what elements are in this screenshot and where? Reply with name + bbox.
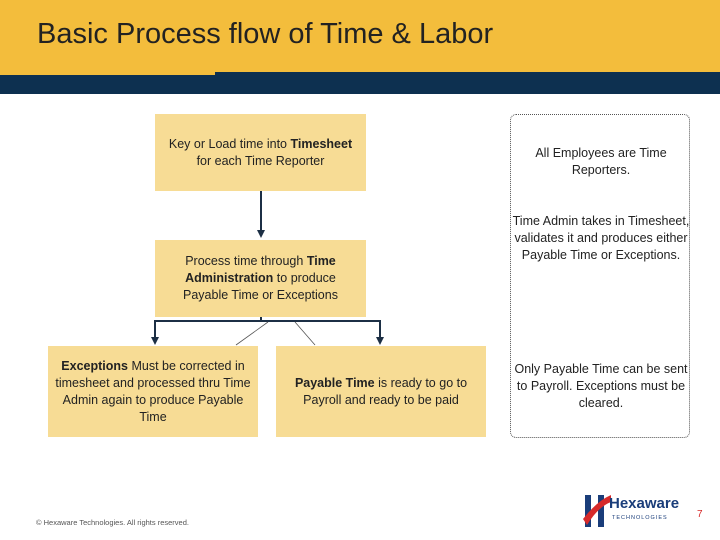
note-time-admin: Time Admin takes in Timesheet, validates it and produces either Payable Time or Exceptions.: [512, 214, 690, 262]
timesheet-term: Timesheet: [290, 136, 353, 151]
step-time-admin-box: [155, 240, 366, 317]
notes-panel: [510, 114, 690, 438]
step-timesheet-text: Key or Load time into Timesheet for each Time Reporter: [168, 136, 353, 168]
exceptions-term: Exceptions: [61, 358, 128, 373]
page-number: 7: [697, 509, 703, 520]
diagonal-connector-right: [295, 322, 315, 345]
arrow-admin-to-payable: [261, 321, 380, 343]
step-timesheet-box: [155, 114, 366, 191]
header-accent-stripe: [0, 72, 215, 75]
arrow-admin-to-exceptions: [155, 317, 261, 343]
note-payroll: Only Payable Time can be sent to Payroll. Exceptions must be cleared.: [514, 362, 688, 410]
exceptions-text: Exceptions Must be corrected in timesheet and processed thru Time Admin again to produce Payable Time: [55, 358, 251, 424]
step-time-admin-text: Process time through Time Administration to produce Payable Time or Exceptions: [183, 254, 338, 302]
payable-time-term: Payable Time: [294, 375, 375, 390]
hexaware-logo-icon: [583, 493, 611, 529]
logo-tagline: TECHNOLOGIES: [612, 515, 668, 521]
slide-title: Basic Process flow of Time & Labor: [37, 18, 494, 50]
header-divider-bar: [0, 72, 720, 94]
logo-wordmark: Hexaware: [609, 495, 680, 512]
diagonal-connector-left: [236, 322, 268, 345]
header-banner: [0, 0, 720, 72]
note-time-reporters: All Employees are Time Reporters.: [535, 146, 667, 177]
exceptions-box: [48, 346, 258, 437]
payable-time-text: Payable Time is ready to go to Payroll and ready to be paid: [294, 375, 468, 407]
payable-time-box: [276, 346, 486, 437]
copyright-text: © Hexaware Technologies. All rights reserved.: [36, 518, 189, 527]
hexaware-logo: [583, 493, 687, 529]
time-administration-term: Time Administration: [185, 254, 336, 285]
